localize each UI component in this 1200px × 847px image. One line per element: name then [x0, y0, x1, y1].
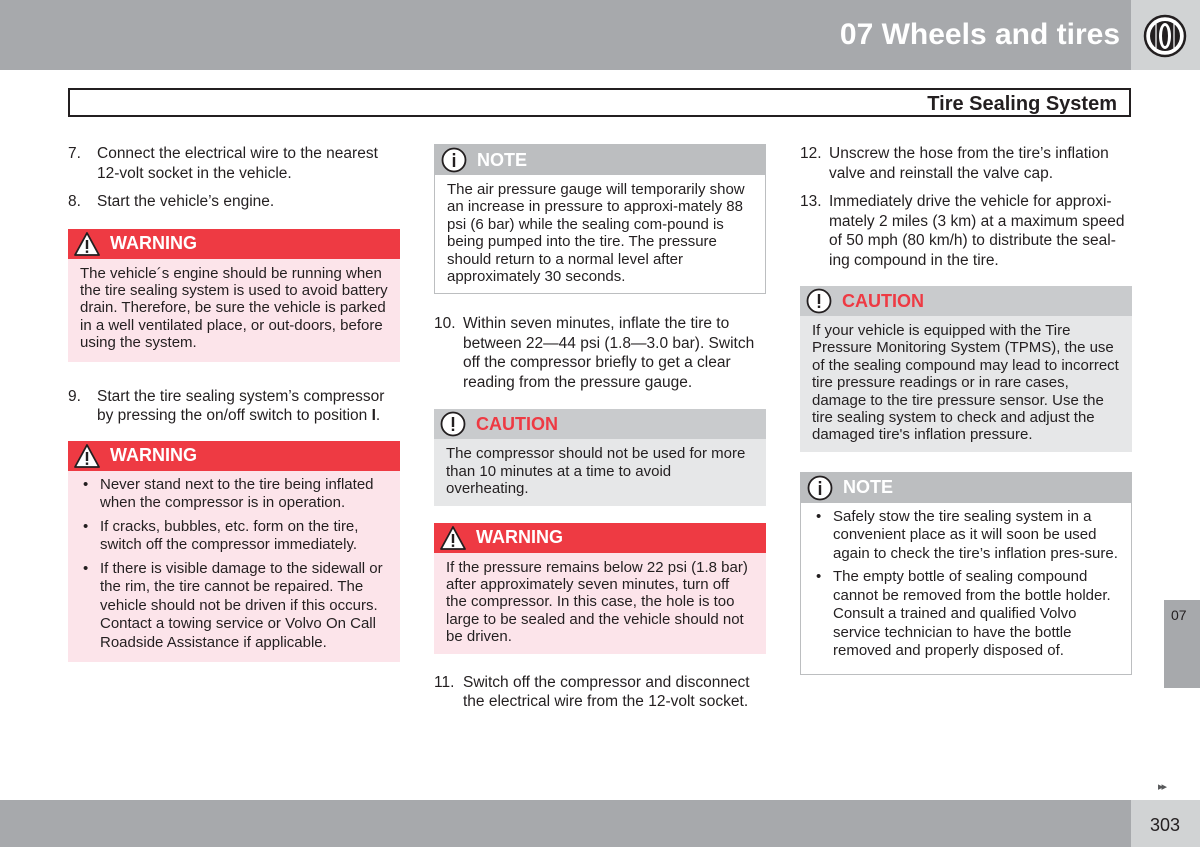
warning-header — [434, 523, 766, 553]
warning-triangle-icon — [440, 525, 466, 551]
chapter-side-tab-label: 07 — [1171, 607, 1187, 623]
page-number: 303 — [1150, 815, 1181, 835]
caution-box-tpms — [800, 286, 1132, 452]
step-number: 13. — [800, 193, 822, 210]
info-circle-icon — [807, 475, 833, 501]
step-text — [97, 387, 400, 426]
note-box-stow — [800, 472, 1132, 675]
exclamation-circle-icon — [806, 288, 832, 314]
warning-title: WARNING — [476, 527, 563, 548]
step-12 — [800, 144, 1132, 183]
note-body: The air pressure gauge will temporarily show an increase in pressure to approxi-mately 88 psi (6 bar) while the sealing com-pound is being pumped into the tire. The pressure should return to a normal level after approximately 30 seconds. — [435, 175, 765, 293]
step-number: 8. — [68, 193, 81, 210]
column-middle — [434, 144, 766, 721]
note-body — [801, 503, 1131, 674]
note-title: NOTE — [843, 477, 894, 498]
step-13 — [800, 192, 1132, 270]
bullet-item: • Never stand next to the tire being inflated when the compressor is in operation. — [80, 476, 388, 513]
bullet-text: Never stand next to the tire being inflated when the compressor is in operation. — [100, 475, 374, 512]
switch-position: I — [371, 407, 376, 425]
bullet-item: • The empty bottle of sealing compound cannot be removed from the bottle holder. Consult a trained and qualified Volvo service technician to have the bottle removed and properly disposed of. — [813, 568, 1119, 661]
column-right — [800, 144, 1132, 695]
warning-box-engine — [68, 229, 400, 362]
bullet-text: If cracks, bubbles, etc. form on the tire, switch off the compressor immediately. — [100, 517, 359, 554]
step-text-part: Start the tire sealing system’s compressor by pressing the on/off switch to position — [97, 387, 385, 425]
step-8 — [68, 192, 400, 212]
note-header — [801, 473, 1131, 503]
step-text-end: . — [375, 407, 381, 425]
warning-header — [68, 229, 400, 259]
caution-title: CAUTION — [842, 290, 924, 311]
chapter-title: 07 Wheels and tires — [839, 18, 1120, 51]
step-10 — [434, 314, 766, 392]
bullet-text: Safely stow the tire sealing system in a convenient place as it will soon be used again to check the tire’s inflation pres-sure. — [833, 507, 1118, 562]
step-number: 11. — [434, 673, 455, 691]
step-number: 7. — [68, 145, 81, 162]
step-text: Immediately drive the vehicle for approxi-mately 2 miles (3 km) at a maximum speed of 50 mph (80 km/h) to distribute the seal-ing compound in the tire. — [829, 193, 1125, 269]
warning-body: If the pressure remains below 22 psi (1.8 bar) after approximately seven minutes, turn off the compressor. In this case, the hole is too large to be sealed and the vehicle should not be driven. — [434, 553, 766, 654]
continue-arrows-icon: ▸▸ — [1158, 781, 1166, 793]
bullet-item: • If cracks, bubbles, etc. form on the tire, switch off the compressor immediately. — [80, 518, 388, 555]
step-9 — [68, 387, 400, 426]
bullet-text: If there is visible damage to the sidewall or the rim, the tire cannot be repaired. The vehicle should not be driven if this occurs. Contact a towing service or Volvo On Call Roadside Assistance if applicable. — [100, 559, 383, 651]
caution-header — [800, 286, 1132, 316]
step-number: 9. — [68, 387, 81, 405]
wheel-icon — [1143, 14, 1187, 58]
step-text: Switch off the compressor and disconnect the electrical wire from the 12-volt socket. — [463, 673, 750, 711]
step-number: 10. — [434, 315, 456, 333]
step-text: Within seven minutes, inflate the tire to between 22—44 psi (1.8—3.0 bar). Switch off the compressor briefly to get a clear reading from the pressure gauge. — [463, 315, 755, 391]
footer-bar — [0, 800, 1131, 847]
caution-body: The compressor should not be used for more than 10 minutes at a time to avoid overheating. — [434, 439, 766, 505]
warning-body — [68, 471, 400, 663]
warning-title: WARNING — [110, 233, 197, 253]
exclamation-circle-icon — [440, 411, 466, 437]
step-text: Connect the electrical wire to the nearest 12-volt socket in the vehicle. — [97, 145, 378, 182]
warning-box-compressor — [68, 441, 400, 663]
step-7 — [68, 144, 400, 183]
note-title: NOTE — [477, 149, 528, 170]
caution-box-overheating — [434, 409, 766, 505]
bullet-item: • Safely stow the tire sealing system in a convenient place as it will soon be used again to check the tire’s inflation pres-sure. — [816, 507, 1118, 562]
step-number: 12. — [800, 145, 822, 162]
warning-body: The vehicle´s engine should be running when the tire sealing system is used to avoid battery drain. Therefore, be sure the vehicle is parked in a well ventilated place, or out-doors, before using the system. — [68, 259, 400, 362]
bullet-item: • If there is visible damage to the sidewall or the rim, the tire cannot be repaired. The vehicle should not be driven if this occurs. Contact a towing service or Volvo On Call Roadside Assistance if applicable. — [80, 560, 388, 653]
caution-header — [434, 409, 766, 439]
step-11 — [434, 673, 766, 712]
caution-title: CAUTION — [476, 413, 558, 434]
note-header — [435, 145, 765, 175]
column-left — [68, 144, 400, 682]
bullet-text: The empty bottle of sealing compound cannot be removed from the bottle holder. Consult a trained and qualified Volvo service technician to have the bottle removed and properly disposed of. — [833, 568, 1111, 660]
section-title: Tire Sealing System — [927, 93, 1117, 115]
note-box-gauge — [434, 144, 766, 294]
warning-header — [68, 441, 400, 471]
step-text: Start the vehicle’s engine. — [97, 193, 275, 210]
warning-triangle-icon — [74, 231, 100, 257]
step-text: Unscrew the hose from the tire’s inflation valve and reinstall the valve cap. — [829, 145, 1109, 182]
warning-triangle-icon — [74, 443, 100, 469]
caution-body: If your vehicle is equipped with the Tire Pressure Monitoring System (TPMS), the use of the sealing compound may lead to incorrect tire pressure readings or in rare cases, damage to the tire pressure sensor. Use the tire sealing system to check and adjust the damaged tire's inflation pressure. — [800, 316, 1132, 452]
info-circle-icon — [441, 147, 467, 173]
warning-title: WARNING — [110, 445, 197, 466]
warning-box-pressure — [434, 523, 766, 654]
section-title-box — [68, 88, 1131, 117]
